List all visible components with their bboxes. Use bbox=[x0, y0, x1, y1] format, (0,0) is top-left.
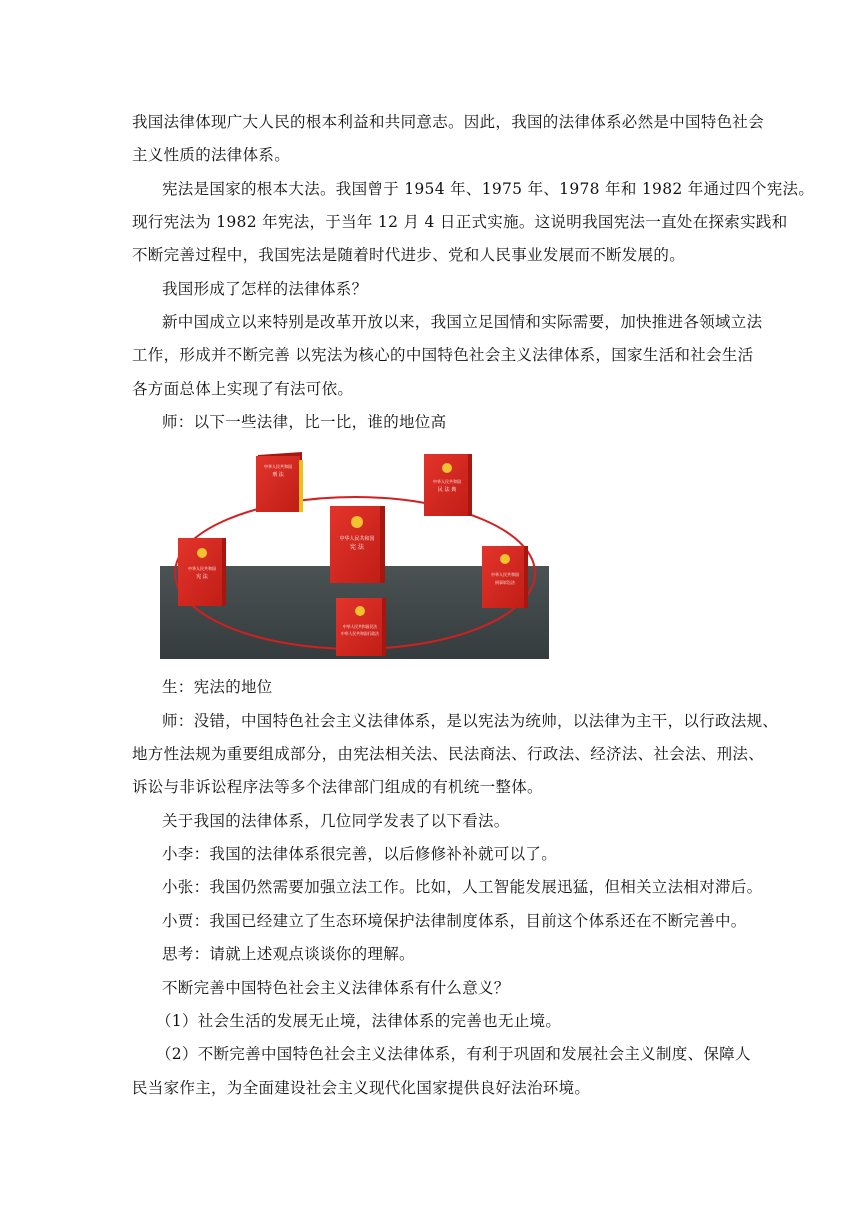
list-item: （1）社会生活的发展无止境，法律体系的完善也无止境。 bbox=[156, 1012, 562, 1030]
book-title: 宪 法 bbox=[196, 574, 208, 580]
book-title: 民 法 典 bbox=[437, 487, 457, 493]
book-title-small: 中华人民共和国 bbox=[339, 536, 375, 542]
student-line: 生：宪法的地位 bbox=[162, 678, 273, 696]
paragraph-line: 民当家作主，为全面建设社会主义现代化国家提供良好法治环境。 bbox=[132, 1079, 591, 1097]
book-title-small: 中华人民共和国 bbox=[491, 572, 519, 577]
paragraph-line: 诉讼与非诉讼程序法等多个法律部门组成的有机统一整体。 bbox=[132, 778, 543, 796]
paragraph-line: 现行宪法为 1982 年宪法，于当年 12 月 4 日正式实施。这说明我国宪法一直处在探索实践和 bbox=[132, 213, 788, 231]
paragraph-line: 地方性法规为重要组成部分，由宪法相关法、民法商法、行政法、经济法、社会法、刑法、 bbox=[132, 745, 765, 763]
book-title: 刑 法 bbox=[272, 472, 284, 478]
question-line: 不断完善中国特色社会主义法律体系有什么意义？ bbox=[162, 979, 510, 997]
law-books-illustration bbox=[160, 450, 549, 659]
book-title: 宪 法 bbox=[350, 544, 364, 551]
opinion-line: 小张：我国仍然需要加强立法工作。比如，人工智能发展迅猛，但相关立法相对滞后。 bbox=[162, 878, 763, 896]
opinion-line: 小贾：我国已经建立了生态环境保护法律制度体系，目前这个体系还在不断完善中。 bbox=[162, 912, 747, 930]
opinion-line: 小李：我国的法律体系很完善，以后修修补补就可以了。 bbox=[162, 845, 558, 863]
teacher-line: 师：以下一些法律，比一比，谁的地位高 bbox=[162, 413, 447, 431]
paragraph-line: 不断完善过程中，我国宪法是随着时代进步、党和人民事业发展而不断发展的。 bbox=[132, 246, 686, 264]
paragraph-line: 各方面总体上实现了有法可依。 bbox=[132, 380, 354, 398]
book-title-small: 中华人民共和国 bbox=[188, 566, 216, 571]
book-criminal-law bbox=[256, 452, 303, 512]
paragraph-line: 我国法律体现广大人民的根本利益和共同意志。因此，我国的法律体系必然是中国特色社会 bbox=[132, 113, 765, 131]
paragraph-line: 新中国成立以来特别是改革开放以来，我国立足国情和实际需要，加快推进各领域立法 bbox=[162, 313, 763, 331]
book-title-small: 中华人民共和国 bbox=[433, 479, 461, 484]
book-title: 中华人民共和国行政法 bbox=[341, 631, 379, 636]
book-title-small: 中华人民共和国 bbox=[264, 464, 292, 469]
thinking-line: 思考：请就上述观点谈谈你的理解。 bbox=[162, 945, 415, 963]
teacher-line: 师：没错，中国特色社会主义法律体系，是以宪法为统帅，以法律为主干，以行政法规、 bbox=[162, 712, 779, 730]
book-criminal-procedure bbox=[482, 546, 528, 608]
book-title: 刑事诉讼法 bbox=[495, 580, 515, 585]
law-books-figure bbox=[160, 450, 549, 659]
book-bottom bbox=[336, 598, 386, 656]
question-line: 我国形成了怎样的法律体系？ bbox=[162, 280, 368, 298]
book-constitution-left bbox=[178, 538, 226, 606]
paragraph-line: 主义性质的法律体系。 bbox=[132, 146, 291, 164]
paragraph-line: 工作，形成并不断完善 以宪法为核心的中国特色社会主义法律体系，国家生活和社会生活 bbox=[132, 346, 754, 364]
list-item: （2）不断完善中国特色社会主义法律体系，有利于巩固和发展社会主义制度、保障人 bbox=[156, 1045, 751, 1063]
paragraph-line: 关于我国的法律体系，几位同学发表了以下看法。 bbox=[162, 812, 510, 830]
book-title-small: 中华人民共和国民法 bbox=[342, 624, 378, 629]
book-constitution-center bbox=[330, 506, 385, 583]
book-civil-code bbox=[424, 454, 472, 516]
paragraph-line: 宪法是国家的根本大法。我国曾于 1954 年、1975 年、1978 年和 1982 年通过四个宪法。 bbox=[162, 180, 815, 198]
